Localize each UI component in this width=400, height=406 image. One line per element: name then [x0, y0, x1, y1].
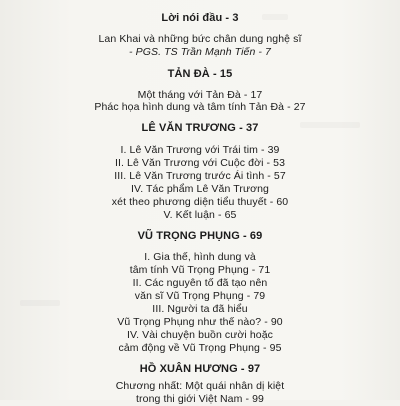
toc-entry: IV. Vài chuyện buồn cười hoặc: [126, 329, 274, 341]
toc-entry: II. Lê Văn Trương với Cuộc đời - 53: [114, 157, 286, 169]
toc-section-tan-da: TẢN ĐÀ - 15: [167, 68, 233, 80]
toc-entry: IV. Tác phẩm Lê Văn Trương: [131, 183, 269, 195]
toc-entry-author: - PGS. TS Trần Mạnh Tiến - 7: [129, 46, 271, 58]
toc-entry: trong thi giới Việt Nam - 99: [136, 393, 264, 405]
toc-section-preface: Lời nói đầu - 3: [161, 12, 239, 24]
toc-entry: cảm động về Vũ Trọng Phụng - 95: [118, 342, 282, 354]
toc-entry: III. Người ta đã hiểu: [152, 303, 248, 315]
toc-entry: Một tháng với Tản Đà - 17: [137, 89, 263, 101]
toc-entry: III. Lê Văn Trương trước Ái tình - 57: [114, 170, 286, 182]
toc-entry: Chương nhất: Một quái nhân dị kiệt: [115, 380, 285, 392]
toc-entry: II. Các nguyên tố đã tạo nên: [132, 277, 268, 289]
toc-entry: I. Lê Văn Trương với Trái tim - 39: [120, 144, 280, 156]
toc-section-vu-trong-phung: VŨ TRỌNG PHỤNG - 69: [137, 230, 263, 242]
toc-entry: Vũ Trọng Phụng như thế nào? - 90: [117, 316, 283, 328]
toc-entry: tâm tính Vũ Trọng Phụng - 71: [129, 264, 271, 276]
toc-section-le-van-truong: LÊ VĂN TRƯƠNG - 37: [141, 122, 259, 134]
toc-section-ho-xuan-huong: HỒ XUÂN HƯƠNG - 97: [139, 363, 261, 375]
toc-entry: xét theo phương diện tiểu thuyết - 60: [111, 196, 289, 208]
toc-entry: văn sĩ Vũ Trọng Phụng - 79: [134, 290, 266, 302]
toc-entry: Lan Khai và những bức chân dung nghệ sĩ: [98, 33, 302, 45]
toc-entry: I. Gia thế, hình dung và: [144, 251, 256, 263]
toc-entry: Phác họa hình dung và tâm tính Tản Đà - 27: [94, 101, 306, 113]
toc-entry: V. Kết luận - 65: [163, 209, 237, 221]
